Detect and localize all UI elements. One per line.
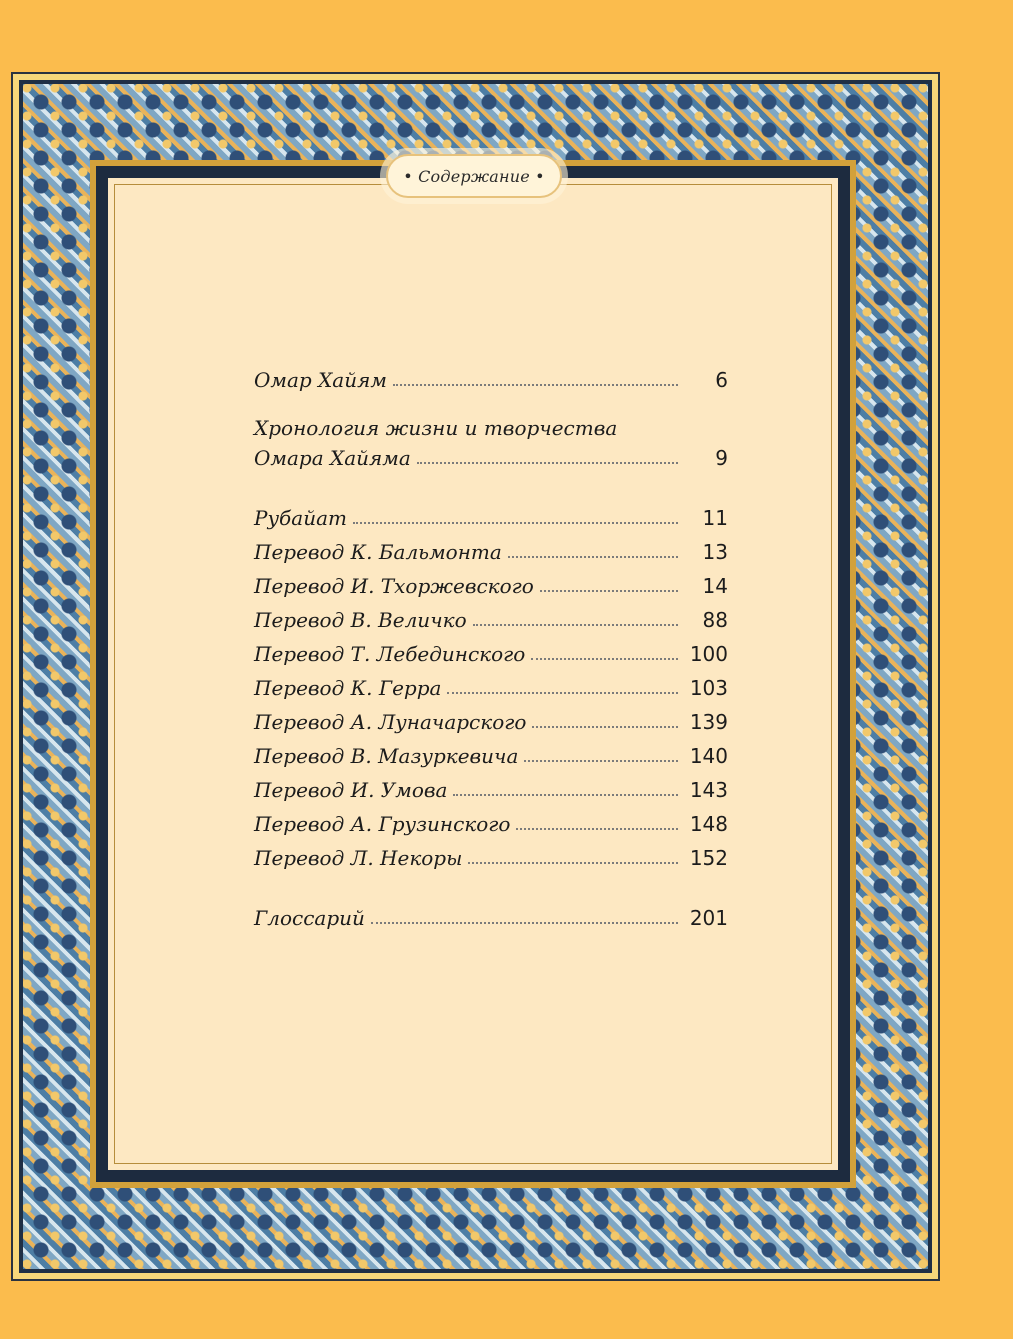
toc-entry[interactable] <box>254 666 728 700</box>
toc-entry[interactable] <box>254 358 728 392</box>
toc-entry-title: Перевод И. Умова <box>254 778 448 802</box>
table-of-contents <box>254 358 728 930</box>
toc-leader-dots <box>468 862 678 864</box>
toc-entry[interactable] <box>254 496 728 530</box>
toc-leader-dots <box>524 760 678 762</box>
toc-entry[interactable] <box>254 530 728 564</box>
toc-leader-dots <box>516 828 678 830</box>
toc-entry-title: Перевод В. Величко <box>254 608 467 632</box>
toc-leader-dots <box>371 922 678 924</box>
page-title: • Содержание • <box>386 154 562 198</box>
toc-page-number: 6 <box>715 368 728 392</box>
toc-page-number: 103 <box>689 676 728 700</box>
toc-entry[interactable] <box>254 734 728 768</box>
toc-gap <box>254 470 728 496</box>
toc-leader-dots <box>447 692 678 694</box>
toc-page-number: 143 <box>689 778 728 802</box>
toc-page-number: 152 <box>689 846 728 870</box>
toc-page-number: 148 <box>689 812 728 836</box>
toc-entry[interactable] <box>254 836 728 870</box>
toc-entry[interactable] <box>254 802 728 836</box>
toc-entry-title-continued: Омара Хайяма <box>254 446 411 470</box>
toc-entry-title: Глоссарий <box>254 906 365 930</box>
toc-entry-title: Перевод К. Герра <box>254 676 442 700</box>
toc-leader-dots <box>508 556 678 558</box>
toc-leader-dots <box>453 794 678 796</box>
toc-leader-dots <box>353 522 678 524</box>
toc-page-number: 13 <box>702 540 728 564</box>
toc-entry[interactable] <box>254 564 728 598</box>
toc-entry-title: Рубайат <box>254 506 347 530</box>
toc-leader-dots <box>473 624 678 626</box>
toc-page-number: 100 <box>689 642 728 666</box>
toc-leader-dots <box>540 590 678 592</box>
toc-entry[interactable] <box>254 700 728 734</box>
toc-entry-title: Омар Хайям <box>254 368 387 392</box>
toc-entry-title: Перевод В. Мазуркевича <box>254 744 519 768</box>
toc-page-number: 201 <box>689 906 728 930</box>
toc-entry-title: Перевод К. Бальмонта <box>254 540 502 564</box>
toc-leader-dots <box>532 726 678 728</box>
toc-entry-title: Хронология жизни и творчества <box>254 416 618 440</box>
toc-entry[interactable] <box>254 412 728 470</box>
toc-entry[interactable] <box>254 632 728 666</box>
toc-entry[interactable] <box>254 768 728 802</box>
toc-page-number: 139 <box>689 710 728 734</box>
toc-leader-dots <box>417 462 678 464</box>
toc-leader-dots <box>393 384 678 386</box>
toc-entry-title: Перевод А. Луначарского <box>254 710 527 734</box>
toc-gap <box>254 392 728 412</box>
toc-page-number: 11 <box>702 506 728 530</box>
toc-entry-title: Перевод И. Тхоржевского <box>254 574 534 598</box>
toc-entry[interactable] <box>254 896 728 930</box>
toc-page-number: 14 <box>702 574 728 598</box>
toc-gap <box>254 870 728 896</box>
toc-page-number: 140 <box>689 744 728 768</box>
toc-leader-dots <box>531 658 678 660</box>
toc-entry-title: Перевод Л. Некоры <box>254 846 463 870</box>
toc-entry[interactable] <box>254 598 728 632</box>
toc-page-number: 88 <box>702 608 728 632</box>
toc-entry-title: Перевод Т. Лебединского <box>254 642 526 666</box>
toc-entry-title: Перевод А. Грузинского <box>254 812 511 836</box>
toc-page-number: 9 <box>715 446 728 470</box>
